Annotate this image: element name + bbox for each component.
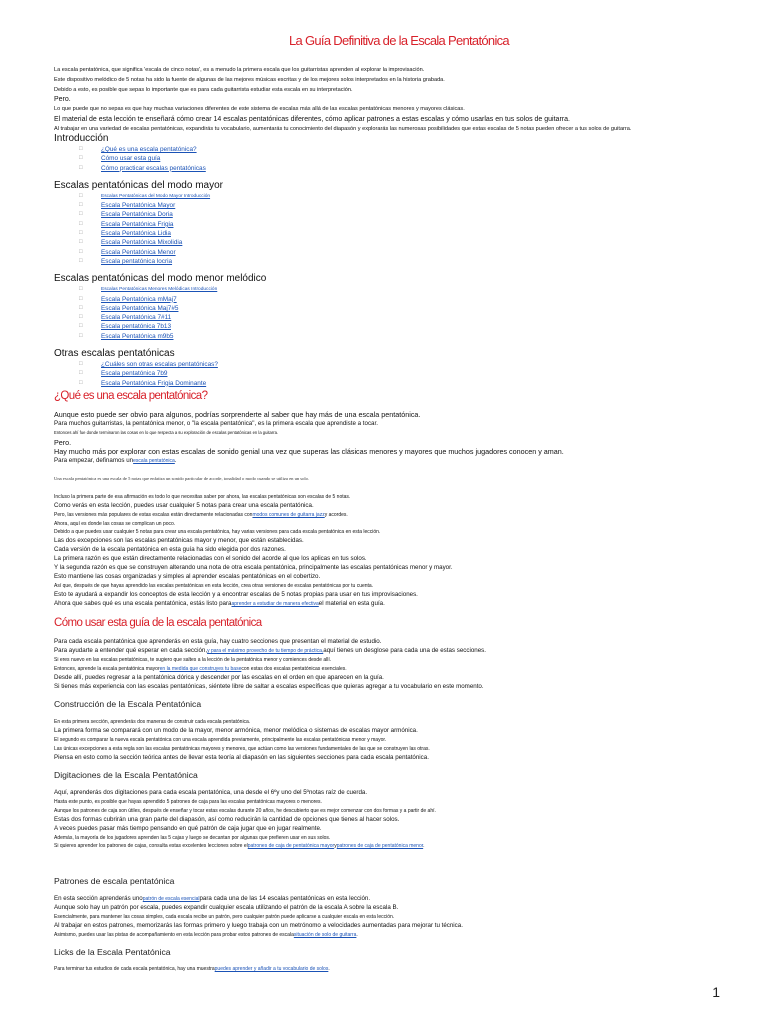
paragraph-text: En esta primera sección, aprenderás dos maneras de construir cada escala pentatónica. [54, 719, 251, 725]
toc-item [54, 201, 744, 210]
subheading-digitaciones: Digitaciones de la Escala Pentatónica [54, 770, 198, 780]
toc-item [54, 229, 744, 238]
paragraph-text-after: . [174, 457, 177, 465]
paragraph [54, 429, 744, 438]
toc-link[interactable]: Escala pentatónica 7b9 [101, 370, 168, 378]
paragraph [54, 834, 744, 843]
toc-item [54, 192, 744, 201]
subheading-patrones: Patrones de escala pentatónica [54, 876, 175, 886]
toc-heading: Introducción [54, 133, 109, 144]
paragraph [54, 674, 744, 683]
bullet-icon: □ [79, 257, 83, 264]
toc-link[interactable]: ¿Cuáles son otras escalas pentatónicas? [101, 361, 218, 369]
paragraph-text: Para muchos guitarristas, la pentatónica menor, o "la escala pentatónica", es la primera escala que aprendiste a tocar. [54, 419, 378, 427]
paragraph [54, 736, 744, 745]
paragraph [54, 600, 744, 609]
toc-item [54, 360, 744, 369]
paragraph-text: Esto mantiene las cosas organizadas y simples al aprender escalas pentatónicas en el cobertizo. [54, 572, 321, 580]
paragraph-text: El material de esta lección te enseñará cómo crear 14 escalas pentatónicas diferentes, cómo aplicar patrones a estas escalas y cómo usarlas en tus solos de guitarra. [54, 115, 570, 123]
paragraph [54, 466, 744, 475]
bullet-icon: □ [79, 202, 83, 209]
bullet-icon: □ [79, 239, 83, 246]
paragraph [54, 825, 744, 834]
toc-link[interactable]: Escalas Pentatónicas del Modo Mayor Introducción [101, 193, 211, 199]
bullet-icon: □ [79, 295, 83, 302]
toc-link[interactable]: Escala pentatónica 7b13 [101, 323, 171, 331]
paragraph-text: Aunque solo hay un patrón por escala, puedes expandir cualquier escala utilizando el patrón de la escala A sobre la escala B. [54, 903, 399, 911]
page-title: La Guía Definitiva de la Escala Pentatónica [289, 33, 509, 48]
paragraph [54, 447, 744, 457]
paragraph [54, 745, 744, 754]
paragraph [54, 95, 744, 105]
section-heading-como-usar: Cómo usar esta guía de la escala pentatónica [54, 617, 262, 629]
paragraph [54, 727, 744, 736]
toc-item [54, 332, 744, 341]
bullet-icon: □ [79, 332, 83, 339]
paragraph [54, 895, 744, 904]
paragraph [54, 493, 744, 502]
paragraph-text: Entonces, aprende la escala pentatónica mayor [54, 665, 160, 672]
paragraph-text: Desde allí, puedes regresar a la pentatónica dórica y descender por las escalas en el orden en que aparecen en la guía. [54, 673, 384, 681]
paragraph-text: Debido a esto, es posible que sepas lo importante que es para cada guitarrista estudiar esta escala en su interpretación. [54, 86, 353, 93]
paragraph [54, 573, 744, 582]
paragraph [54, 718, 744, 727]
paragraph-text-after: para cada una de las 14 escalas pentatónicas en esta lección. [199, 895, 371, 902]
paragraph-text: Si quieres aprender los patrones de cajas, consulta estas excelentes lecciones sobre el [54, 843, 248, 850]
paragraph-text: Cada versión de la escala pentatónica en esta guía ha sido elegida por dos razones. [54, 546, 286, 554]
paragraph-text: Entonces ahí fue donde terminaron las cosas en lo que respecta a su exploración de escalas pentatónicas en la guitarra. [54, 429, 279, 435]
bullet-icon: □ [79, 323, 83, 330]
toc-link[interactable]: Escala Pentatónica Maj7#5 [101, 304, 179, 312]
subsection-body-patrones [54, 895, 744, 940]
paragraph [54, 564, 744, 573]
section-body-que-es [54, 410, 744, 609]
bullet-icon: □ [79, 230, 83, 237]
paragraph-text: Ahora que sabes qué es una escala pentatónica, estás listo para [54, 599, 232, 607]
paragraph [54, 922, 744, 931]
paragraph [54, 582, 744, 591]
bullet-icon: □ [79, 211, 83, 218]
subsection-body-digitaciones [54, 789, 744, 851]
page-number: 1 [712, 984, 720, 1000]
paragraph [54, 66, 744, 76]
toc-item [54, 210, 744, 219]
paragraph-text: Incluso la primera parte de esa afirmación es todo lo que necesitas saber por ahora, las escalas pentatónicas son escalas de 5 notas. [54, 493, 351, 500]
paragraph-text-after: aquí tienes un desglose para cada una de estas secciones. [323, 646, 486, 654]
paragraph-text: Pero. [54, 96, 71, 104]
paragraph [54, 475, 744, 484]
toc-link[interactable]: Escala Pentatónica Doria [101, 211, 173, 219]
toc-item [54, 164, 744, 173]
paragraph [54, 511, 744, 520]
toc-item [54, 322, 744, 331]
paragraph-text-after: . [356, 931, 358, 938]
paragraph-text: Esto te ayudará a expandir los conceptos de esta lección y a encontrar escalas de 5 notas propias para usar en tus improvisaciones. [54, 590, 418, 598]
inline-link[interactable]: en la medida que construyes tu base [159, 665, 242, 672]
paragraph [54, 754, 744, 763]
paragraph-text-after: el material en esta guía. [318, 599, 385, 607]
paragraph-text: Si tienes más experiencia con las escalas pentatónicas, siéntete libre de saltar a escalas específicas que quieras agregar a tu vocabulario en este momento. [54, 682, 484, 690]
toc-link[interactable]: Escala Pentatónica Frigia Dominante [101, 379, 207, 387]
paragraph-text: Aunque los patrones de caja son útiles, después de enseñar y tocar estas escalas durante 20 años, he descubierto que es mejor comenzar con dos formas y a partir de ahí. [54, 807, 436, 814]
paragraph-text-after: y [334, 843, 337, 850]
paragraph-text: Hay mucho más por explorar con estas escalas de sonido genial una vez que superas las clásicas menores y mayores que muchos jugadores conocen y aman. [54, 447, 564, 457]
paragraph-text: Para terminar tus estudios de cada escala pentatónica, hay una muestra [54, 966, 215, 972]
toc-item [54, 154, 744, 163]
bullet-icon: □ [79, 314, 83, 321]
paragraph-text: La escala pentatónica, que significa 'escala de cinco notas', es a menudo la primera escala que los guitarristas aprenden al explorar la improvisación. [54, 67, 425, 73]
paragraph-text: Además, la mayoría de los jugadores aprenden las 5 cajas y luego se decantan por algunas que prefieren usar en sus solos. [54, 834, 331, 841]
subsection-body-construccion [54, 718, 744, 763]
paragraph [54, 105, 744, 115]
paragraph-text-after: . [423, 843, 425, 850]
paragraph-text: Las únicas excepciones a esta regla son las escalas pentatónicas mayores y menores, que actúan como las versiones fundamentales de las que se construyen las otras. [54, 745, 430, 752]
subheading-licks: Licks de la Escala Pentatónica [54, 947, 171, 957]
paragraph [54, 537, 744, 546]
toc-item [54, 145, 744, 154]
paragraph [54, 520, 744, 529]
bullet-icon: □ [79, 146, 83, 152]
inline-link[interactable]: puedes aprender y añadir a tu vocabulario de solos [214, 966, 329, 972]
toc-list [54, 145, 744, 173]
paragraph [54, 931, 744, 940]
paragraph-text: Aunque esto puede ser obvio para algunos, podrías sorprenderte al saber que hay más de una escala pentatónica. [54, 410, 421, 419]
paragraph-text: Al trabajar en una variedad de escalas pentatónicas, expandirás tu vocabulario, aumentarás tu conocimiento del diapasón y explorarás las numerosas posibilidades que estas escalas de 5 notas pueden ofrecer a tus solos de guitarra. [54, 125, 632, 132]
paragraph-text: Para cada escala pentatónica que aprenderás en esta guía, hay cuatro secciones que presentan el material de estudio. [54, 638, 382, 645]
toc-item [54, 248, 744, 257]
toc-block [54, 132, 744, 388]
paragraph-text: Lo que puede que no sepas es que hay muchas variaciones diferentes de este sistema de escalas más allá de las escalas pentatónicas menores y mayores clásicas. [54, 106, 465, 113]
paragraph-text: Para empezar, definamos un [54, 457, 134, 465]
paragraph-text: Y la segunda razón es que se construyen alterando una nota de otra escala pentatónica, principalmente las escalas pentatónicas menor y mayor. [54, 564, 453, 572]
paragraph-text: Pero, las versiones más populares de estas escalas están directamente relacionadas con [54, 511, 253, 518]
paragraph-text-after: con estas dos escalas pentatónicas esenciales. [241, 665, 347, 672]
toc-link[interactable]: Cómo practicar escalas pentatónicas [101, 164, 206, 172]
section-body-como-usar [54, 638, 744, 691]
bullet-icon: □ [79, 248, 83, 255]
toc-heading: Escalas pentatónicas del modo mayor [54, 179, 223, 191]
bullet-icon: □ [79, 361, 83, 368]
toc-link[interactable]: Escala Pentatónica Lidia [101, 230, 171, 238]
paragraph-text: Ahora, aquí es donde las cosas se complican un poco. [54, 520, 176, 527]
paragraph-text: Las dos excepciones son las escalas pentatónicas mayor y menor, que están establecidas. [54, 537, 304, 545]
bullet-icon: □ [79, 155, 83, 162]
inline-link[interactable]: patrones de caja de pentatónica mayor [247, 843, 335, 850]
inline-link[interactable]: aprender a estudiar de manera efectiva [231, 600, 319, 607]
inline-link[interactable]: patrones de caja de pentatónica menor [336, 843, 424, 850]
paragraph-text: La primera forma se comparará con un modo de la mayor, menor armónica, menor melódica o sistemas de escalas mayor armónica. [54, 726, 418, 734]
paragraph [54, 807, 744, 816]
subheading-construccion: Construcción de la Escala Pentatónica [54, 699, 202, 709]
section-heading-que-es: ¿Qué es una escala pentatónica? [54, 390, 208, 402]
paragraph [54, 555, 744, 564]
toc-link[interactable]: Escala Pentatónica Menor [101, 248, 176, 256]
paragraph-text-after: . [328, 966, 330, 972]
paragraph-text: Como verás en esta lección, puedes usar cualquier 5 notas para crear una escala pentatónica. [54, 501, 314, 509]
paragraph [54, 420, 744, 429]
toc-link[interactable]: Escala Pentatónica Frigia [101, 220, 174, 228]
paragraph-text: Aquí, aprenderás dos digitaciones para cada escala pentatónica, una desde el 6ºy uno del 5ºnotas raíz de cuerda. [54, 789, 368, 796]
paragraph-text: Si eres nuevo en las escalas pentatónicas, te sugiero que saltes a la lección de la pentatónica menor y comiences desde allí. [54, 656, 332, 663]
toc-link[interactable]: Escala Pentatónica 7#11 [101, 314, 172, 322]
paragraph-text: Piensa en esto como la sección teórica antes de llevar esta teoría al diapasón en las siguientes secciones para cada escala pentatónica. [54, 753, 429, 761]
bullet-icon: □ [79, 220, 83, 227]
toc-heading: Escalas pentatónicas del modo menor melódico [54, 273, 267, 285]
paragraph [54, 438, 744, 448]
toc-item [54, 257, 744, 266]
inline-link[interactable]: patrón de escala esencial [142, 896, 200, 902]
bullet-icon: □ [79, 192, 83, 199]
paragraph-text: Para ayudarte a entender qué esperar en cada sección, [54, 646, 208, 654]
paragraph [54, 76, 744, 86]
paragraph [54, 647, 744, 656]
toc-link[interactable]: Escala Pentatónica Mayor [101, 202, 176, 210]
toc-link[interactable]: Escala Pentatónica mMaj7 [101, 295, 177, 303]
subsection-body-licks [54, 965, 744, 974]
toc-item [54, 379, 744, 388]
toc-item [54, 285, 744, 294]
paragraph-text: En esta sección aprenderás uno [54, 895, 143, 902]
paragraph-text: Pero. [54, 437, 72, 447]
intro-block [54, 66, 744, 135]
toc-link[interactable]: Escala Pentatónica m9b5 [101, 332, 174, 340]
toc-link[interactable]: Escala Pentatónica Mixolidia [101, 239, 183, 247]
toc-list [54, 192, 744, 266]
paragraph [54, 798, 744, 807]
paragraph [54, 638, 744, 647]
paragraph-text: Hasta este punto, es posible que hayas aprendido 5 patrones de caja para las escalas pentatónicas mayores o menores. [54, 798, 322, 805]
paragraph [54, 528, 744, 537]
toc-item [54, 369, 744, 378]
bullet-icon: □ [79, 164, 83, 171]
paragraph [54, 115, 744, 125]
bullet-icon: □ [79, 370, 83, 377]
paragraph [54, 965, 744, 974]
bullet-icon: □ [79, 379, 83, 386]
paragraph [54, 546, 744, 555]
toc-item [54, 295, 744, 304]
paragraph-text: A veces puedes pasar más tiempo pensando en qué patrón de caja jugar que en jugar realmente. [54, 824, 322, 832]
paragraph [54, 484, 744, 493]
inline-link[interactable]: situación de solo de guitarra [293, 931, 357, 938]
paragraph-text: Así que, después de que hayas aprendido las escalas pentatónicas en esta lección, crea otras versiones de escalas pentatónicas por tu cuenta. [54, 582, 374, 589]
paragraph [54, 789, 744, 798]
paragraph-text: Esencialmente, para mantener las cosas simples, cada escala recibe un patrón, pero cualquier patrón puede aplicarse a cualquier escala en esta lección. [54, 913, 395, 920]
inline-link[interactable]: y para el máximo provecho de tu tiempo de práctica, [207, 647, 324, 654]
paragraph [54, 591, 744, 600]
paragraph-text: Debido a que puedes usar cualquier 5 notas para crear una escala pentatónica, hay varias versiones para cada escala pentatónica en esta lección. [54, 529, 381, 536]
toc-link[interactable]: ¿Qué es una escala pentatónica? [101, 146, 197, 153]
paragraph-text: Al trabajar en estos patrones, memorizarás las formas primero y luego trabaja con un metrónomo a velocidades aumentadas para mejorar tu técnica. [54, 921, 463, 929]
paragraph [54, 502, 744, 511]
paragraph-text: El segundo es comparar la nueva escala pentatónica con una escala aprendida previamente, principalmente las escalas pentatónicas menor y mayor. [54, 736, 387, 743]
toc-link[interactable]: Cómo usar esta guía [101, 155, 161, 163]
paragraph-text: Estas dos formas cubrirán una gran parte del diapasón, así como reducirán la cantidad de opciones que tienes al hacer solos. [54, 815, 400, 823]
paragraph-text: Asimismo, puedes usar las pistas de acompañamiento en esta lección para probar estos patrones de escala [54, 931, 294, 938]
paragraph [54, 410, 744, 420]
paragraph [54, 665, 744, 674]
toc-item [54, 313, 744, 322]
paragraph-text: Una escala pentatónica es una escala de 5 notas que enfatiza un sonido particular de acorde, tonalidad o modo cuando se utiliza en un solo. [54, 476, 310, 482]
paragraph [54, 904, 744, 913]
paragraph-text-after: y acordes. [324, 511, 348, 518]
toc-list [54, 360, 744, 388]
paragraph [54, 683, 744, 692]
toc-item [54, 220, 744, 229]
paragraph-text: Este dispositivo melódico de 5 notas ha sido la fuente de algunas de las mejores músicas escritas y de los mejores solos interpretados en la historia grabada. [54, 76, 445, 83]
toc-item [54, 304, 744, 313]
paragraph [54, 816, 744, 825]
toc-link[interactable]: Escalas Pentatónicas Menores Melódicas Introducción [101, 287, 218, 293]
paragraph [54, 86, 744, 96]
toc-link[interactable]: Escala pentatónica locria [101, 257, 173, 265]
toc-heading: Otras escalas pentatónicas [54, 348, 175, 360]
paragraph [54, 656, 744, 665]
paragraph [54, 842, 744, 851]
bullet-icon: □ [79, 304, 83, 311]
toc-list [54, 285, 744, 341]
paragraph-text: La primera razón es que están directamente relacionadas con el sonido del acorde al que los aplicas en tus solos. [54, 555, 367, 563]
paragraph [54, 913, 744, 922]
toc-item [54, 238, 744, 247]
inline-link[interactable]: modos comunes de guitarra jazz [252, 511, 325, 518]
paragraph [54, 457, 744, 466]
inline-link[interactable]: escala pentatónica [133, 458, 175, 465]
bullet-icon: □ [79, 286, 83, 293]
